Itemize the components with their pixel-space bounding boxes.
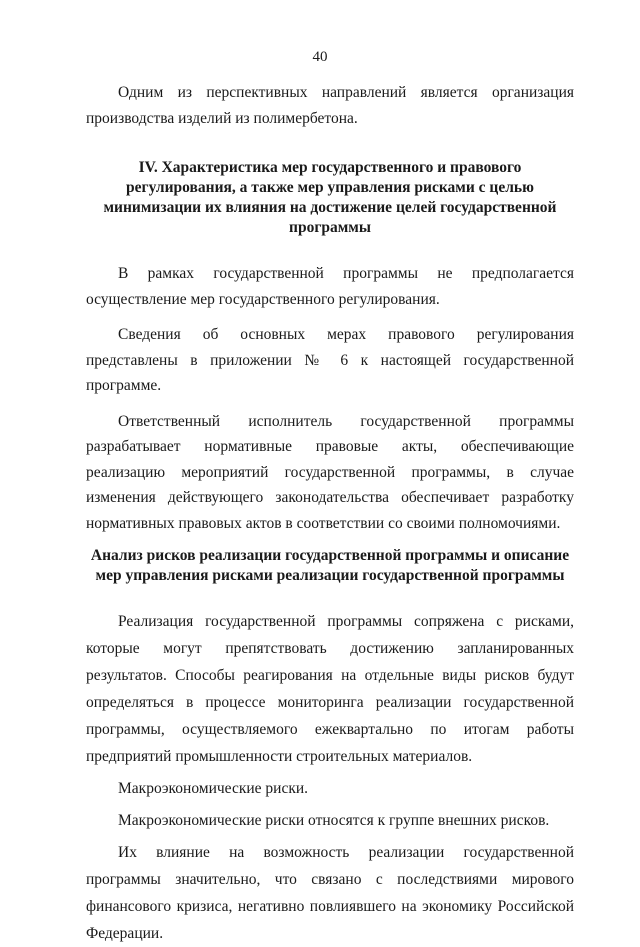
document-body — [86, 80, 574, 947]
paragraph-regulation: В рамках государственной программы не предполагается осуществление мер государственного регулирования. — [86, 265, 574, 308]
paragraph-legal-measures: Сведения об основных мерах правового регулирования представлены в приложении № 6 к настоящей государственной программе. — [86, 326, 574, 394]
paragraph-macro-risks-title: Макроэкономические риски. — [118, 780, 309, 797]
paragraph-macro-risks-impact: Их влияние на возможность реализации государственной программы значительно, что связано с последствиями мирового финансового кризиса, негативно повлиявшего на экономику Российской Федерации. — [86, 844, 574, 942]
subsection-heading-risk-analysis: Анализ рисков реализации государственной программы и описание мер управления рисками реализации государственной программы — [90, 547, 570, 584]
paragraph-risks-overview: Реализация государственной программы сопряжена с рисками, которые могут препятствовать достижению запланированных результатов. Способы реагирования на отдельные виды рисков будут определяться в процессе мониторинга реализации государственной программы, осуществляемого ежеквартально по итогам работы предприятий промышленности строительных материалов. — [86, 613, 574, 765]
section-heading-iv: IV. Характеристика мер государственного и правового регулирования, а также мер управления рисками с целью минимизации их влияния на достижение целей государственной программы — [103, 159, 557, 236]
paragraph-macro-risks-group: Макроэкономические риски относятся к группе внешних рисков. — [118, 811, 550, 829]
paragraph-responsible-executor: Ответственный исполнитель государственной программы разрабатывает нормативные правовые акты, обеспечивающие реализацию мероприятий государственной программы, в случае изменения действующего законодательства обеспечивает разработку нормативных правовых актов в соответствии со своими полномочиями. — [86, 412, 574, 532]
paragraph-intro: Одним из перспективных направлений является организация производства изделий из полимербетона. — [86, 84, 574, 127]
page-number: 40 — [312, 49, 328, 65]
